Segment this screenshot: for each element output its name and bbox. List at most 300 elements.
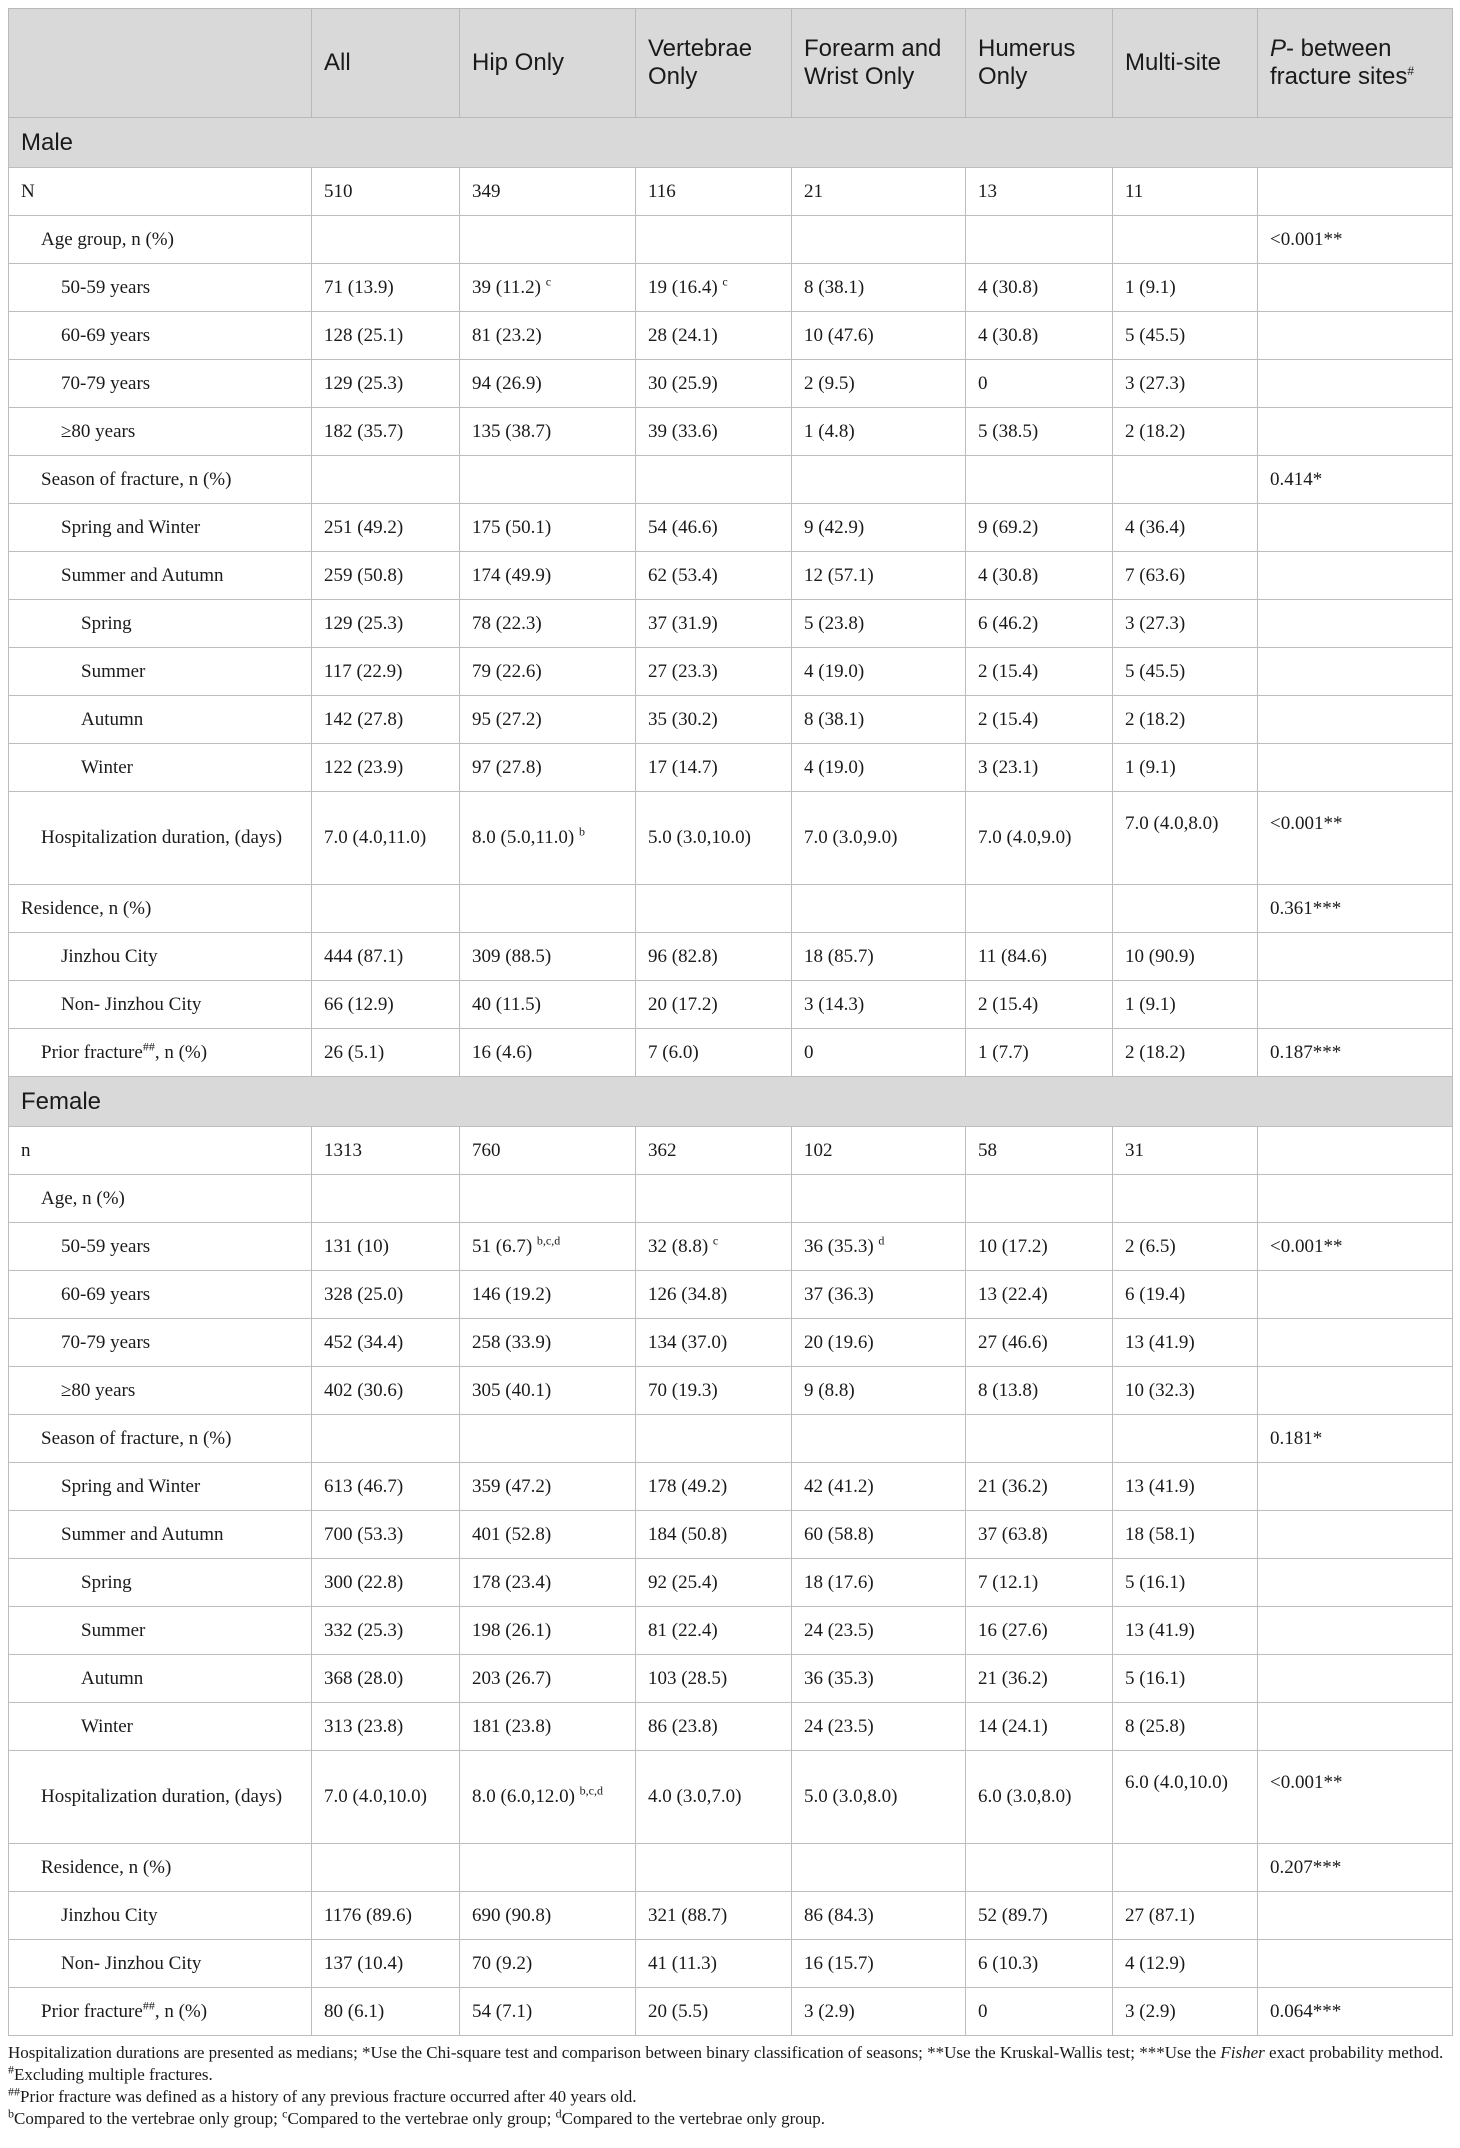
row-label: 50-59 years <box>9 264 312 312</box>
table-cell <box>1258 933 1453 981</box>
table-row <box>9 1988 1453 2036</box>
table-cell: 71 (13.9) <box>312 264 460 312</box>
male-section-header <box>9 118 1453 168</box>
table-cell: 37 (63.8) <box>966 1511 1113 1559</box>
table-cell <box>460 1844 636 1892</box>
table-cell: 0.414* <box>1258 456 1453 504</box>
table-cell: 39 (33.6) <box>636 408 792 456</box>
table-cell: 305 (40.1) <box>460 1367 636 1415</box>
table-cell <box>792 1175 966 1223</box>
row-label: 50-59 years <box>9 1223 312 1271</box>
table-cell: 7.0 (4.0,9.0) <box>966 792 1113 885</box>
column-header-3: Vertebrae Only <box>636 9 792 118</box>
table-row <box>9 1511 1453 1559</box>
row-label: Spring <box>9 1559 312 1607</box>
table-cell: 97 (27.8) <box>460 744 636 792</box>
table-cell: 8 (13.8) <box>966 1367 1113 1415</box>
table-cell: 5 (16.1) <box>1113 1559 1258 1607</box>
table-cell: 117 (22.9) <box>312 648 460 696</box>
table-cell: 2 (18.2) <box>1113 1029 1258 1077</box>
row-label: Winter <box>9 1703 312 1751</box>
table-cell: 86 (84.3) <box>792 1892 966 1940</box>
table-cell: 175 (50.1) <box>460 504 636 552</box>
table-cell: 0 <box>966 360 1113 408</box>
row-label: Jinzhou City <box>9 933 312 981</box>
row-label: Spring and Winter <box>9 504 312 552</box>
table-cell <box>966 885 1113 933</box>
table-cell: 0.181* <box>1258 1415 1453 1463</box>
table-cell: 79 (22.6) <box>460 648 636 696</box>
row-label: Age group, n (%) <box>9 216 312 264</box>
table-cell: 27 (87.1) <box>1113 1892 1258 1940</box>
row-label: Non- Jinzhou City <box>9 1940 312 1988</box>
table-cell: 62 (53.4) <box>636 552 792 600</box>
row-label: Jinzhou City <box>9 1892 312 1940</box>
table-cell: 81 (22.4) <box>636 1607 792 1655</box>
table-cell <box>792 216 966 264</box>
table-cell: 3 (23.1) <box>966 744 1113 792</box>
table-row <box>9 408 1453 456</box>
row-label: Spring <box>9 600 312 648</box>
table-cell: 2 (18.2) <box>1113 696 1258 744</box>
table-cell: 18 (58.1) <box>1113 1511 1258 1559</box>
table-cell: 2 (6.5) <box>1113 1223 1258 1271</box>
table-cell: 3 (27.3) <box>1113 600 1258 648</box>
table-cell: 10 (90.9) <box>1113 933 1258 981</box>
table-row <box>9 1127 1453 1175</box>
table-cell: 5.0 (3.0,8.0) <box>792 1751 966 1844</box>
table-cell <box>460 456 636 504</box>
table-cell: 122 (23.9) <box>312 744 460 792</box>
table-cell: 80 (6.1) <box>312 1988 460 2036</box>
male-section-title: Male <box>9 118 1453 168</box>
table-cell: 21 <box>792 168 966 216</box>
table-cell: 3 (14.3) <box>792 981 966 1029</box>
table-row <box>9 1319 1453 1367</box>
table-cell: 332 (25.3) <box>312 1607 460 1655</box>
footnote: $^b$Compared to the vertebrae only group; $^c$Compared to the vertebrae only group; $^d$Compared to the vertebrae only group. <box>8 2106 826 2128</box>
table-cell <box>312 216 460 264</box>
table-cell: 1 (4.8) <box>792 408 966 456</box>
column-header-1: All <box>312 9 460 118</box>
table-cell: 2 (15.4) <box>966 648 1113 696</box>
table-cell: 13 (41.9) <box>1113 1607 1258 1655</box>
table-cell: 18 (17.6) <box>792 1559 966 1607</box>
footnote: #Excluding multiple fractures. <box>8 2062 213 2084</box>
table-row <box>9 1271 1453 1319</box>
table-cell: 9 (42.9) <box>792 504 966 552</box>
table-cell <box>1258 552 1453 600</box>
table-cell <box>312 1844 460 1892</box>
table-cell: 8.0 (5.0,11.0) $^b$ <box>460 792 636 885</box>
table-cell: <0.001** <box>1258 1223 1453 1271</box>
table-cell: 5 (23.8) <box>792 600 966 648</box>
table-cell: 9 (8.8) <box>792 1367 966 1415</box>
table-cell: 137 (10.4) <box>312 1940 460 1988</box>
table-cell: 182 (35.7) <box>312 408 460 456</box>
table-cell: 251 (49.2) <box>312 504 460 552</box>
table-cell: 7.0 (4.0,8.0) <box>1113 792 1258 885</box>
table-cell: 35 (30.2) <box>636 696 792 744</box>
table-row <box>9 264 1453 312</box>
table-cell <box>1258 168 1453 216</box>
table-cell: 0.207*** <box>1258 1844 1453 1892</box>
table-cell: 8 (38.1) <box>792 264 966 312</box>
table-cell: 13 (22.4) <box>966 1271 1113 1319</box>
table-cell: 184 (50.8) <box>636 1511 792 1559</box>
table-cell <box>1258 1319 1453 1367</box>
table-cell: 2 (18.2) <box>1113 408 1258 456</box>
table-cell: 313 (23.8) <box>312 1703 460 1751</box>
table-cell: 37 (31.9) <box>636 600 792 648</box>
table-cell: 9 (69.2) <box>966 504 1113 552</box>
table-cell <box>1258 264 1453 312</box>
row-label: Autumn <box>9 696 312 744</box>
row-label: Non- Jinzhou City <box>9 981 312 1029</box>
table-cell: 4 (30.8) <box>966 312 1113 360</box>
table-cell: 70 (9.2) <box>460 1940 636 1988</box>
row-label: 60-69 years <box>9 1271 312 1319</box>
table-row <box>9 933 1453 981</box>
table-cell <box>1258 1127 1453 1175</box>
table-cell <box>636 1175 792 1223</box>
table-cell: 4 (36.4) <box>1113 504 1258 552</box>
table-footnotes <box>8 2042 1452 2130</box>
table-cell: 16 (27.6) <box>966 1607 1113 1655</box>
table-cell: 13 (41.9) <box>1113 1463 1258 1511</box>
table-cell: 203 (26.7) <box>460 1655 636 1703</box>
table-cell: 0.361*** <box>1258 885 1453 933</box>
table-row <box>9 885 1453 933</box>
table-cell: 3 (2.9) <box>1113 1988 1258 2036</box>
table-cell: 8 (25.8) <box>1113 1703 1258 1751</box>
row-label: Residence, n (%) <box>9 885 312 933</box>
table-cell <box>1258 1655 1453 1703</box>
fracture-table-container <box>8 8 1452 2130</box>
table-row <box>9 981 1453 1029</box>
female-section-title: Female <box>9 1077 1453 1127</box>
table-cell <box>1113 1175 1258 1223</box>
table-row <box>9 1559 1453 1607</box>
row-label: n <box>9 1127 312 1175</box>
row-label: Summer and Autumn <box>9 552 312 600</box>
table-cell: 4 (19.0) <box>792 744 966 792</box>
table-cell: 5 (45.5) <box>1113 648 1258 696</box>
table-cell <box>1113 1844 1258 1892</box>
column-header-6: Multi-site <box>1113 9 1258 118</box>
table-cell: 129 (25.3) <box>312 360 460 408</box>
table-cell: 13 (41.9) <box>1113 1319 1258 1367</box>
table-cell: 28 (24.1) <box>636 312 792 360</box>
table-row <box>9 600 1453 648</box>
table-cell: 7 (12.1) <box>966 1559 1113 1607</box>
table-cell <box>966 1844 1113 1892</box>
table-cell: 40 (11.5) <box>460 981 636 1029</box>
table-cell: 300 (22.8) <box>312 1559 460 1607</box>
table-cell: 6 (10.3) <box>966 1940 1113 1988</box>
table-cell <box>792 885 966 933</box>
table-cell: 690 (90.8) <box>460 1892 636 1940</box>
table-row <box>9 456 1453 504</box>
table-cell <box>312 1175 460 1223</box>
table-cell: 5 (16.1) <box>1113 1655 1258 1703</box>
table-cell: 0 <box>966 1988 1113 2036</box>
table-cell: 198 (26.1) <box>460 1607 636 1655</box>
table-cell: 128 (25.1) <box>312 312 460 360</box>
table-cell: 3 (2.9) <box>792 1988 966 2036</box>
row-label: Prior fracture##, n (%) <box>9 1988 312 2036</box>
table-cell: 174 (49.9) <box>460 552 636 600</box>
table-cell <box>792 1415 966 1463</box>
column-header-4: Forearm and Wrist Only <box>792 9 966 118</box>
table-cell <box>1258 648 1453 696</box>
row-label: 60-69 years <box>9 312 312 360</box>
table-cell: 26 (5.1) <box>312 1029 460 1077</box>
table-cell <box>1258 1607 1453 1655</box>
table-cell: 402 (30.6) <box>312 1367 460 1415</box>
table-cell <box>966 1415 1113 1463</box>
table-cell: 36 (35.3) <box>792 1655 966 1703</box>
table-cell <box>312 456 460 504</box>
footnote: Hospitalization durations are presented as medians; *Use the Chi-square test and comparison between binary classification of seasons; **Use the Kruskal-Wallis test; ***Use the Fisher exact probability method. <box>8 2043 1444 2062</box>
table-cell: 78 (22.3) <box>460 600 636 648</box>
table-cell <box>1258 1940 1453 1988</box>
table-header-row <box>9 9 1453 118</box>
table-cell <box>460 216 636 264</box>
table-cell: 0.064*** <box>1258 1988 1453 2036</box>
table-cell: 359 (47.2) <box>460 1463 636 1511</box>
table-cell: 32 (8.8) $^c$ <box>636 1223 792 1271</box>
table-cell: 6.0 (3.0,8.0) <box>966 1751 1113 1844</box>
table-cell: 2 (15.4) <box>966 696 1113 744</box>
fracture-characteristics-table <box>8 8 1453 2036</box>
table-cell: 362 <box>636 1127 792 1175</box>
table-cell: 309 (88.5) <box>460 933 636 981</box>
row-label: Summer <box>9 1607 312 1655</box>
table-row <box>9 696 1453 744</box>
column-header-5: Humerus Only <box>966 9 1113 118</box>
table-cell: 10 (17.2) <box>966 1223 1113 1271</box>
table-cell: 4 (12.9) <box>1113 1940 1258 1988</box>
table-cell: 21 (36.2) <box>966 1463 1113 1511</box>
table-cell: 41 (11.3) <box>636 1940 792 1988</box>
table-cell: 42 (41.2) <box>792 1463 966 1511</box>
table-cell: 4.0 (3.0,7.0) <box>636 1751 792 1844</box>
table-cell: 60 (58.8) <box>792 1511 966 1559</box>
table-cell: 20 (17.2) <box>636 981 792 1029</box>
table-cell: 178 (23.4) <box>460 1559 636 1607</box>
table-cell: 10 (32.3) <box>1113 1367 1258 1415</box>
table-cell: 129 (25.3) <box>312 600 460 648</box>
table-cell: 401 (52.8) <box>460 1511 636 1559</box>
table-cell: 6 (19.4) <box>1113 1271 1258 1319</box>
table-cell <box>312 1415 460 1463</box>
table-cell: 2 (9.5) <box>792 360 966 408</box>
table-cell: 3 (27.3) <box>1113 360 1258 408</box>
table-cell: 7.0 (3.0,9.0) <box>792 792 966 885</box>
table-cell: 2 (15.4) <box>966 981 1113 1029</box>
table-cell <box>1258 504 1453 552</box>
table-cell: 349 <box>460 168 636 216</box>
table-cell <box>1258 600 1453 648</box>
table-cell <box>966 216 1113 264</box>
table-row <box>9 1940 1453 1988</box>
table-cell: 95 (27.2) <box>460 696 636 744</box>
table-cell <box>1258 981 1453 1029</box>
table-row <box>9 648 1453 696</box>
table-cell: <0.001** <box>1258 1751 1453 1844</box>
table-cell: 146 (19.2) <box>460 1271 636 1319</box>
table-row <box>9 1415 1453 1463</box>
table-cell: 126 (34.8) <box>636 1271 792 1319</box>
table-cell: 4 (30.8) <box>966 552 1113 600</box>
table-row <box>9 1655 1453 1703</box>
row-label: ≥80 years <box>9 408 312 456</box>
table-cell: 39 (11.2) $^c$ <box>460 264 636 312</box>
table-cell <box>1258 408 1453 456</box>
row-label: Age, n (%) <box>9 1175 312 1223</box>
table-cell: 58 <box>966 1127 1113 1175</box>
table-cell <box>1258 360 1453 408</box>
table-cell: 134 (37.0) <box>636 1319 792 1367</box>
table-cell <box>1113 216 1258 264</box>
table-cell: 16 (4.6) <box>460 1029 636 1077</box>
footnote: ##Prior fracture was defined as a history of any previous fracture occurred after 40 years old. <box>8 2084 637 2106</box>
table-cell: 444 (87.1) <box>312 933 460 981</box>
table-cell: 321 (88.7) <box>636 1892 792 1940</box>
table-cell <box>636 885 792 933</box>
table-cell: 6 (46.2) <box>966 600 1113 648</box>
table-row <box>9 1892 1453 1940</box>
table-cell <box>460 1175 636 1223</box>
table-cell <box>1258 1463 1453 1511</box>
table-cell: 31 <box>1113 1127 1258 1175</box>
table-cell: 27 (23.3) <box>636 648 792 696</box>
table-row <box>9 1751 1453 1844</box>
table-cell: 11 (84.6) <box>966 933 1113 981</box>
table-cell: 4 (30.8) <box>966 264 1113 312</box>
table-cell <box>1258 744 1453 792</box>
table-cell: <0.001** <box>1258 216 1453 264</box>
table-cell: 7.0 (4.0,10.0) <box>312 1751 460 1844</box>
row-label: Season of fracture, n (%) <box>9 456 312 504</box>
table-cell: 20 (19.6) <box>792 1319 966 1367</box>
table-cell <box>1258 696 1453 744</box>
table-cell <box>636 216 792 264</box>
table-row <box>9 744 1453 792</box>
table-cell <box>636 456 792 504</box>
table-cell: 12 (57.1) <box>792 552 966 600</box>
table-cell: 30 (25.9) <box>636 360 792 408</box>
table-row <box>9 216 1453 264</box>
table-cell <box>966 456 1113 504</box>
table-cell: 18 (85.7) <box>792 933 966 981</box>
table-cell: 24 (23.5) <box>792 1607 966 1655</box>
table-row <box>9 1175 1453 1223</box>
row-label: Winter <box>9 744 312 792</box>
table-cell: 760 <box>460 1127 636 1175</box>
table-cell: 21 (36.2) <box>966 1655 1113 1703</box>
table-cell: 66 (12.9) <box>312 981 460 1029</box>
table-cell: 6.0 (4.0,10.0) <box>1113 1751 1258 1844</box>
table-cell: 142 (27.8) <box>312 696 460 744</box>
table-cell <box>1258 1511 1453 1559</box>
table-cell: 81 (23.2) <box>460 312 636 360</box>
table-cell: 17 (14.7) <box>636 744 792 792</box>
column-header-2: Hip Only <box>460 9 636 118</box>
table-cell: 70 (19.3) <box>636 1367 792 1415</box>
table-cell: 4 (19.0) <box>792 648 966 696</box>
table-cell: 27 (46.6) <box>966 1319 1113 1367</box>
table-cell: 13 <box>966 168 1113 216</box>
table-cell <box>792 1844 966 1892</box>
column-header-p-value: P- between fracture sites# <box>1258 9 1453 118</box>
table-cell: <0.001** <box>1258 792 1453 885</box>
row-label: Summer and Autumn <box>9 1511 312 1559</box>
table-cell: 181 (23.8) <box>460 1703 636 1751</box>
table-row <box>9 1703 1453 1751</box>
row-label: Hospitalization duration, (days) <box>9 792 312 885</box>
table-cell <box>792 456 966 504</box>
table-cell: 92 (25.4) <box>636 1559 792 1607</box>
table-cell <box>1258 1367 1453 1415</box>
table-cell: 5.0 (3.0,10.0) <box>636 792 792 885</box>
table-cell <box>1258 312 1453 360</box>
table-row <box>9 1844 1453 1892</box>
table-cell: 1 (9.1) <box>1113 981 1258 1029</box>
table-cell: 613 (46.7) <box>312 1463 460 1511</box>
table-cell <box>1258 1175 1453 1223</box>
table-cell: 7.0 (4.0,11.0) <box>312 792 460 885</box>
table-cell: 11 <box>1113 168 1258 216</box>
table-cell: 51 (6.7) $^{b,c,d}$ <box>460 1223 636 1271</box>
row-label: Summer <box>9 648 312 696</box>
table-cell: 1 (7.7) <box>966 1029 1113 1077</box>
table-cell: 8 (38.1) <box>792 696 966 744</box>
table-cell: 102 <box>792 1127 966 1175</box>
table-row <box>9 792 1453 885</box>
table-cell: 0.187*** <box>1258 1029 1453 1077</box>
row-label: 70-79 years <box>9 1319 312 1367</box>
table-cell <box>1113 885 1258 933</box>
row-label: Hospitalization duration, (days) <box>9 1751 312 1844</box>
table-cell: 1 (9.1) <box>1113 264 1258 312</box>
table-row <box>9 168 1453 216</box>
table-cell <box>966 1175 1113 1223</box>
row-label: ≥80 years <box>9 1367 312 1415</box>
table-cell: 700 (53.3) <box>312 1511 460 1559</box>
table-cell: 94 (26.9) <box>460 360 636 408</box>
table-cell: 328 (25.0) <box>312 1271 460 1319</box>
table-row <box>9 1223 1453 1271</box>
table-row <box>9 552 1453 600</box>
table-cell <box>460 1415 636 1463</box>
table-cell <box>1258 1703 1453 1751</box>
table-cell: 131 (10) <box>312 1223 460 1271</box>
table-cell: 24 (23.5) <box>792 1703 966 1751</box>
table-row <box>9 504 1453 552</box>
table-row <box>9 1463 1453 1511</box>
row-label: Prior fracture##, n (%) <box>9 1029 312 1077</box>
table-cell <box>1113 1415 1258 1463</box>
table-cell <box>636 1844 792 1892</box>
row-label: Autumn <box>9 1655 312 1703</box>
table-cell: 135 (38.7) <box>460 408 636 456</box>
table-cell <box>1258 1271 1453 1319</box>
table-row <box>9 312 1453 360</box>
table-cell: 1 (9.1) <box>1113 744 1258 792</box>
female-section-header <box>9 1077 1453 1127</box>
